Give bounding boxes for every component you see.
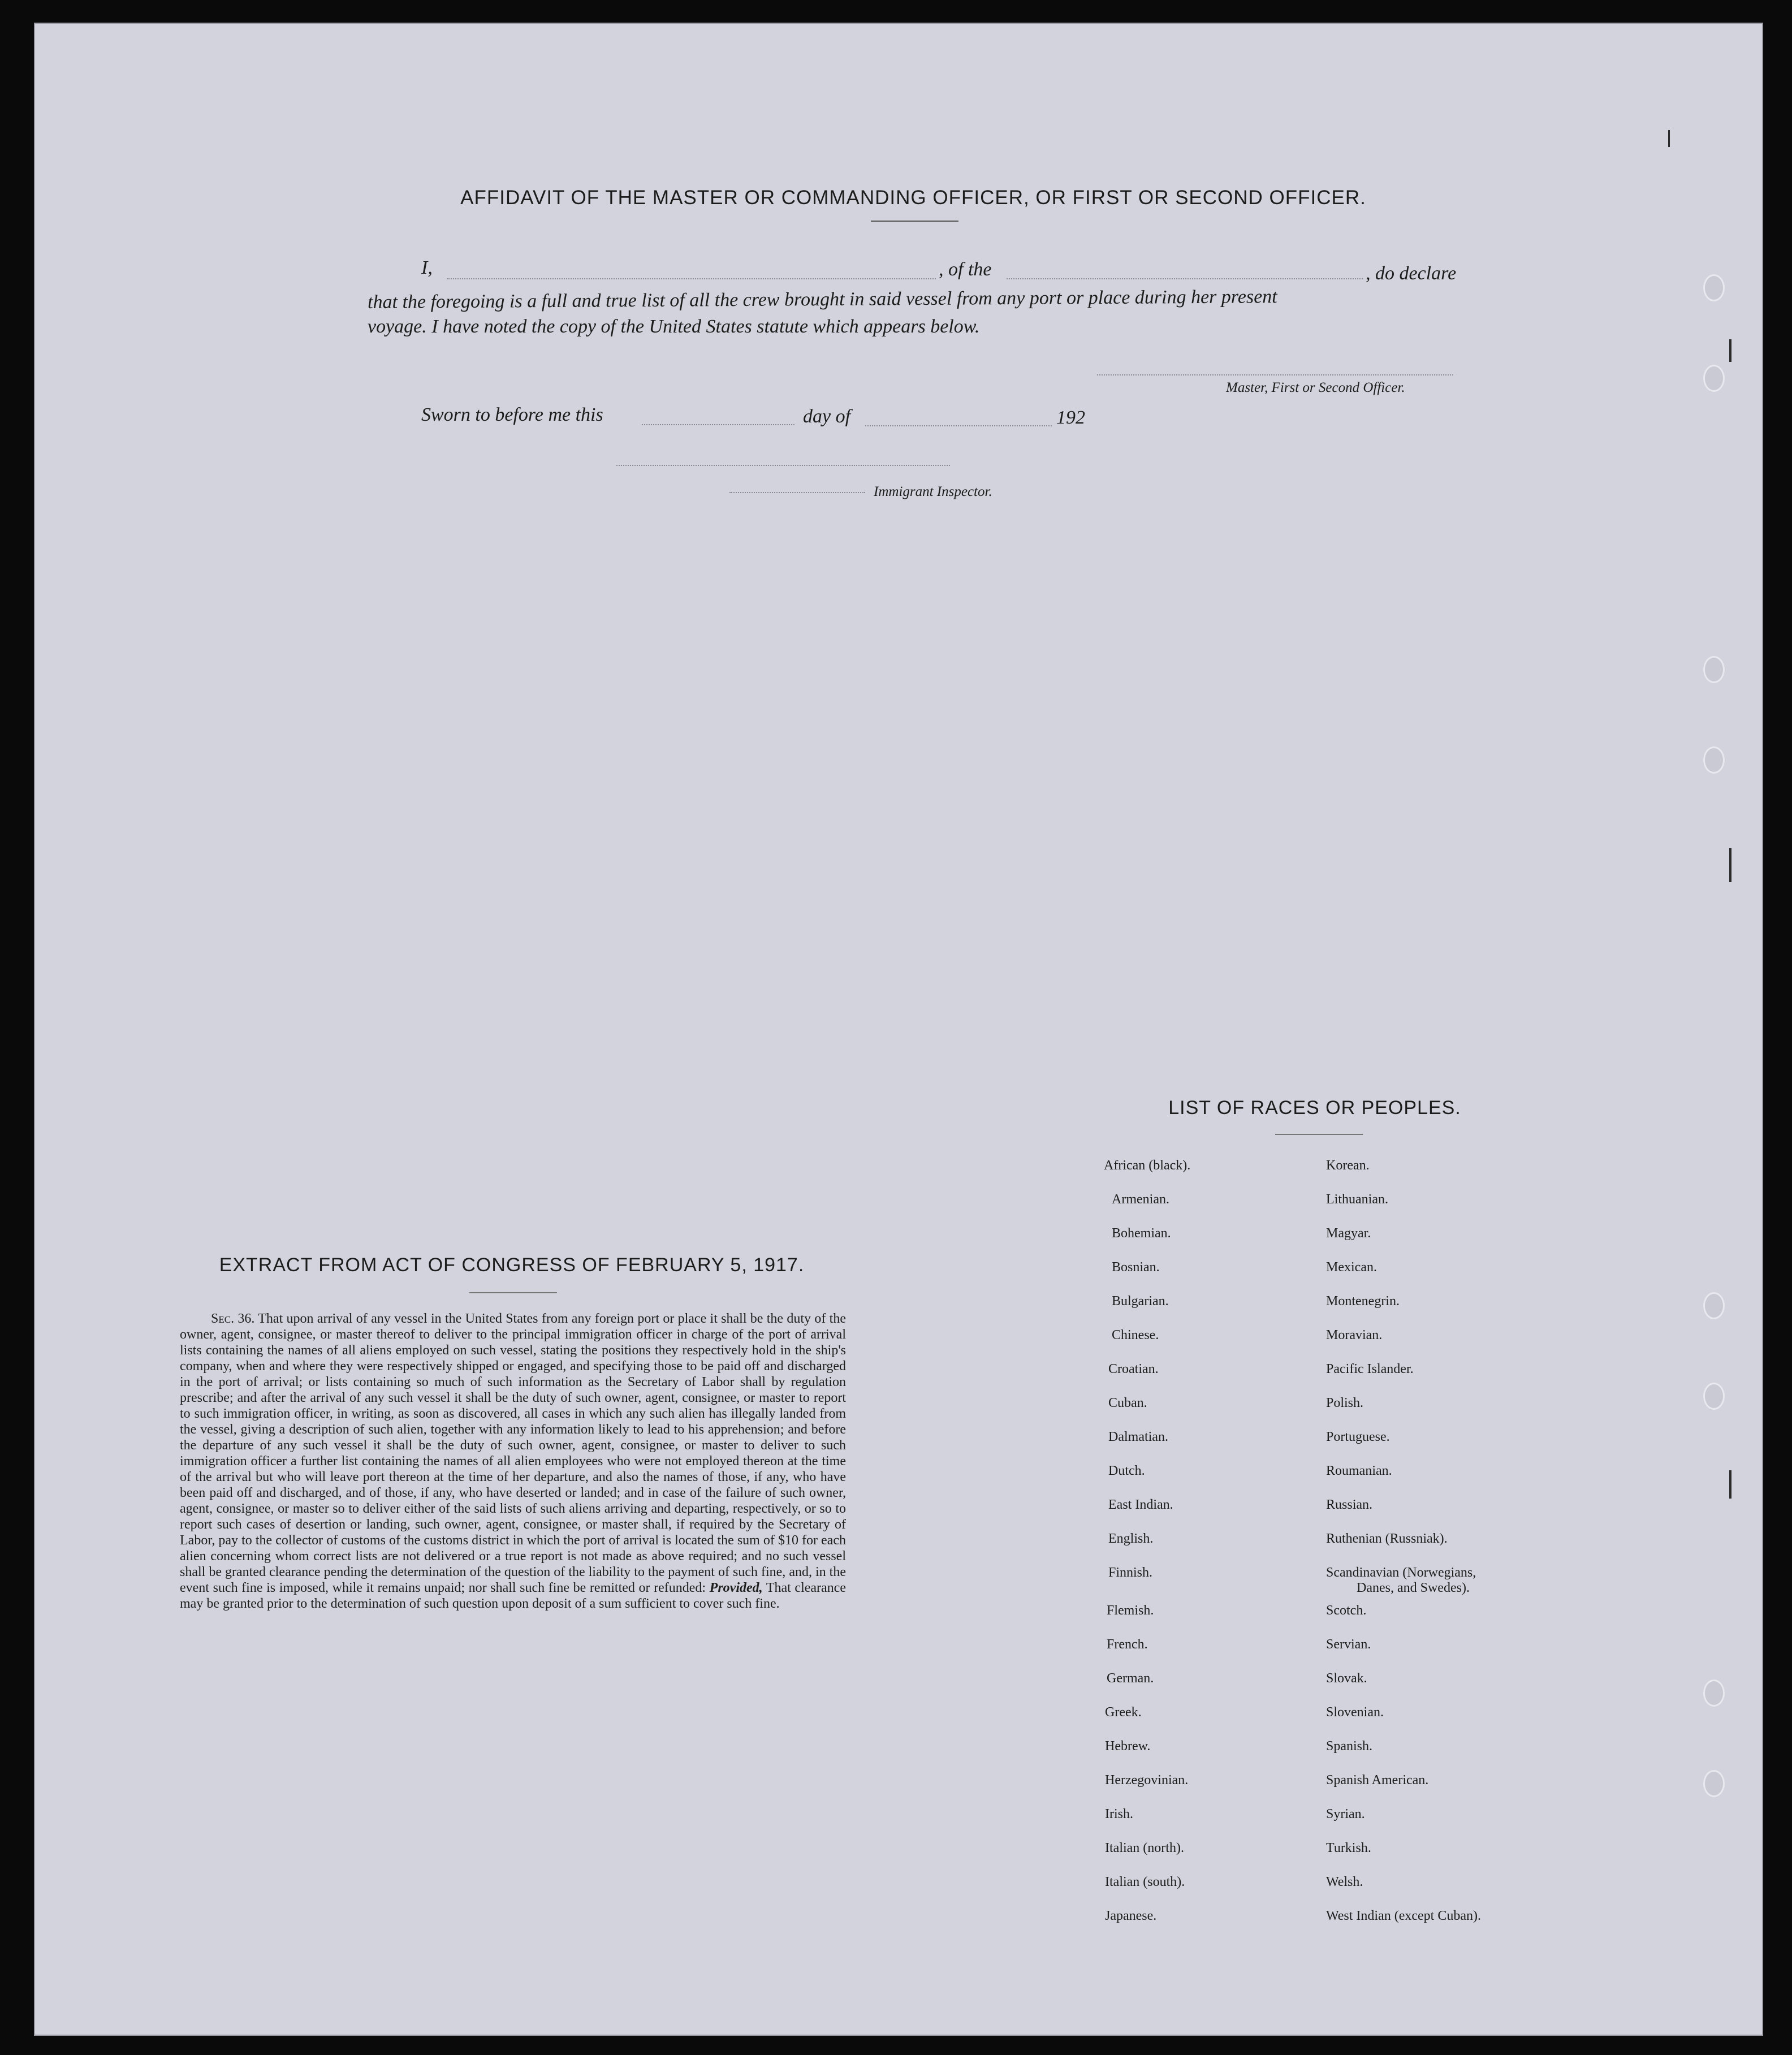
race-item: Armenian.: [1112, 1192, 1169, 1207]
race-item: Moravian.: [1326, 1328, 1383, 1342]
day-of-label: day of: [803, 406, 851, 427]
master-signature-line[interactable]: [1097, 374, 1453, 375]
race-item: Portuguese.: [1326, 1430, 1390, 1444]
declare-label: , do declare: [1366, 263, 1457, 284]
race-item: Magyar.: [1326, 1226, 1371, 1241]
races-title-underline: [1275, 1134, 1363, 1135]
section-label: Sec. 36.: [211, 1311, 255, 1326]
race-item: Finnish.: [1108, 1565, 1153, 1580]
edge-mark: [1729, 848, 1731, 882]
inspector-caption: Immigrant Inspector.: [874, 484, 992, 499]
declarant-name-line[interactable]: [447, 278, 936, 279]
race-item: Pacific Islander.: [1326, 1362, 1414, 1376]
punch-hole: [1703, 746, 1725, 774]
race-item: English.: [1108, 1531, 1154, 1546]
title-underline: [871, 221, 958, 222]
race-item: Hebrew.: [1105, 1739, 1151, 1754]
race-item: Chinese.: [1112, 1328, 1159, 1342]
edge-mark: [1729, 1470, 1731, 1499]
punch-hole: [1703, 274, 1725, 301]
race-item: Syrian.: [1326, 1807, 1365, 1821]
race-item: Bosnian.: [1112, 1260, 1160, 1275]
race-item: Croatian.: [1108, 1362, 1159, 1376]
race-item: Dalmatian.: [1108, 1430, 1168, 1444]
race-item: Greek.: [1105, 1705, 1142, 1720]
edge-mark: [1668, 130, 1670, 147]
vessel-name-line[interactable]: [1007, 278, 1363, 279]
year-label: 192: [1056, 407, 1085, 428]
punch-hole: [1703, 656, 1725, 683]
race-item: Italian (south).: [1105, 1875, 1185, 1889]
race-item: East Indian.: [1108, 1497, 1173, 1512]
race-item: German.: [1107, 1671, 1154, 1686]
affidavit-title: AFFIDAVIT OF THE MASTER OR COMMANDING OFFICER, OR FIRST OR SECOND OFFICER.: [460, 187, 1366, 209]
extract-text-part1: That upon arrival of any vessel in the United States from any foreign port or place it shall be the duty of the owner, agent, consignee, or master thereof to deliver to the principal immigration officer in charge of the port of arrival lists containing the names of all aliens employed on such vessel, stating the positions they respectively hold in the ship's company, when and where they were respectively shipped or engaged, and specifying those to be paid off and discharged in the port of arrival; or lists containing so much of such information as the Secretary of Labor shall by regulation prescribe; and after the arrival of any such vessel it shall be the duty of such owner, agent, consignee, or master to report to such immigration officer, in writing, as soon as discovered, all cases in which any such alien has illegally landed from the vessel, giving a description of such alien, together with any information likely to lead to his apprehension; and before the departure of any such vessel it shall be the duty of such owner, agent, consignee, or master to deliver to such immigration officer a further list containing the names of all alien employees who were not employed thereon at the time of the arrival but who will leave port thereon at the time of her departure, and also the names of those, if any, who have been paid off and discharged, and of those, if any, who have deserted or landed; and in case of the failure of such owner, agent, consignee, or master so to deliver either of the said lists of such aliens arriving and departing, respectively, or so to report such cases of desertion or landing, such owner, agent, consignee, or master shall, if required by the Secretary of Labor, pay to the collector of customs of the customs district in which the port of arrival is located the sum of $10 for each alien concerning whom correct lists are not delivered or a true report is not made as above required; and no such vessel shall be granted clearance pending the determination of the question of the liability to the payment of such fine, and, in the event such fine is imposed, while it remains unpaid; nor shall such fine be remitted or refunded:: [180, 1311, 846, 1595]
race-item: Spanish American.: [1326, 1773, 1429, 1788]
punch-hole: [1703, 1680, 1725, 1707]
race-item: Servian.: [1326, 1637, 1371, 1652]
race-item: Dutch.: [1108, 1463, 1145, 1478]
edge-mark: [1729, 339, 1731, 362]
master-caption: Master, First or Second Officer.: [1226, 380, 1405, 395]
affidavit-body-line1: that the foregoing is a full and true list of all the crew brought in said vessel from any port or place during her present: [368, 286, 1277, 313]
race-item-line1: Scandinavian (Norwegians,: [1326, 1565, 1476, 1580]
race-item: Ruthenian (Russniak).: [1326, 1531, 1448, 1546]
sworn-day-line[interactable]: [642, 424, 794, 425]
race-item: Turkish.: [1326, 1841, 1371, 1855]
race-item: Mexican.: [1326, 1260, 1377, 1275]
race-item: Bohemian.: [1112, 1226, 1171, 1241]
race-item-line2: Danes, and Swedes).: [1357, 1581, 1470, 1595]
of-the-label: , of the: [939, 259, 992, 280]
punch-hole: [1703, 365, 1725, 392]
race-item: Cuban.: [1108, 1396, 1147, 1410]
race-item: French.: [1107, 1637, 1148, 1652]
sworn-label: Sworn to before me this: [421, 404, 603, 425]
race-item: Welsh.: [1326, 1875, 1363, 1889]
punch-hole: [1703, 1292, 1725, 1319]
race-item: Russian.: [1326, 1497, 1373, 1512]
race-item: Slovak.: [1326, 1671, 1367, 1686]
provided-label: Provided,: [709, 1581, 763, 1595]
race-item: Polish.: [1326, 1396, 1364, 1410]
race-item: Korean.: [1326, 1158, 1370, 1173]
race-item: Italian (north).: [1105, 1841, 1184, 1855]
race-item: African (black).: [1104, 1158, 1191, 1173]
inspector-signature-line-2[interactable]: [729, 492, 865, 493]
race-item: Scotch.: [1326, 1603, 1367, 1618]
race-item: Flemish.: [1107, 1603, 1154, 1618]
extract-text-part2: That clearance may be granted prior to the determination of such question upon deposit of a sum sufficient to cover such fine.: [180, 1581, 846, 1611]
race-item: [1326, 1565, 1476, 1596]
declarant-label: I,: [421, 257, 433, 278]
punch-hole: [1703, 1383, 1725, 1410]
race-item: Lithuanian.: [1326, 1192, 1388, 1207]
extract-title: EXTRACT FROM ACT OF CONGRESS OF FEBRUARY 5, 1917.: [219, 1254, 805, 1276]
race-item: Bulgarian.: [1112, 1294, 1169, 1309]
race-item: Irish.: [1105, 1807, 1133, 1821]
race-item: Herzegovinian.: [1105, 1773, 1189, 1788]
inspector-signature-line[interactable]: [616, 465, 950, 466]
sworn-month-line[interactable]: [865, 425, 1052, 426]
race-item: Slovenian.: [1326, 1705, 1384, 1720]
race-item: Spanish.: [1326, 1739, 1373, 1754]
punch-hole: [1703, 1770, 1725, 1797]
race-item: West Indian (except Cuban).: [1326, 1909, 1481, 1923]
extract-body: [180, 1311, 846, 1612]
race-item: Japanese.: [1105, 1909, 1157, 1923]
race-item: Montenegrin.: [1326, 1294, 1400, 1309]
affidavit-body-line2: voyage. I have noted the copy of the United States statute which appears below.: [368, 316, 980, 337]
race-item: Roumanian.: [1326, 1463, 1392, 1478]
extract-title-underline: [469, 1292, 557, 1293]
races-title: LIST OF RACES OR PEOPLES.: [1168, 1097, 1461, 1119]
